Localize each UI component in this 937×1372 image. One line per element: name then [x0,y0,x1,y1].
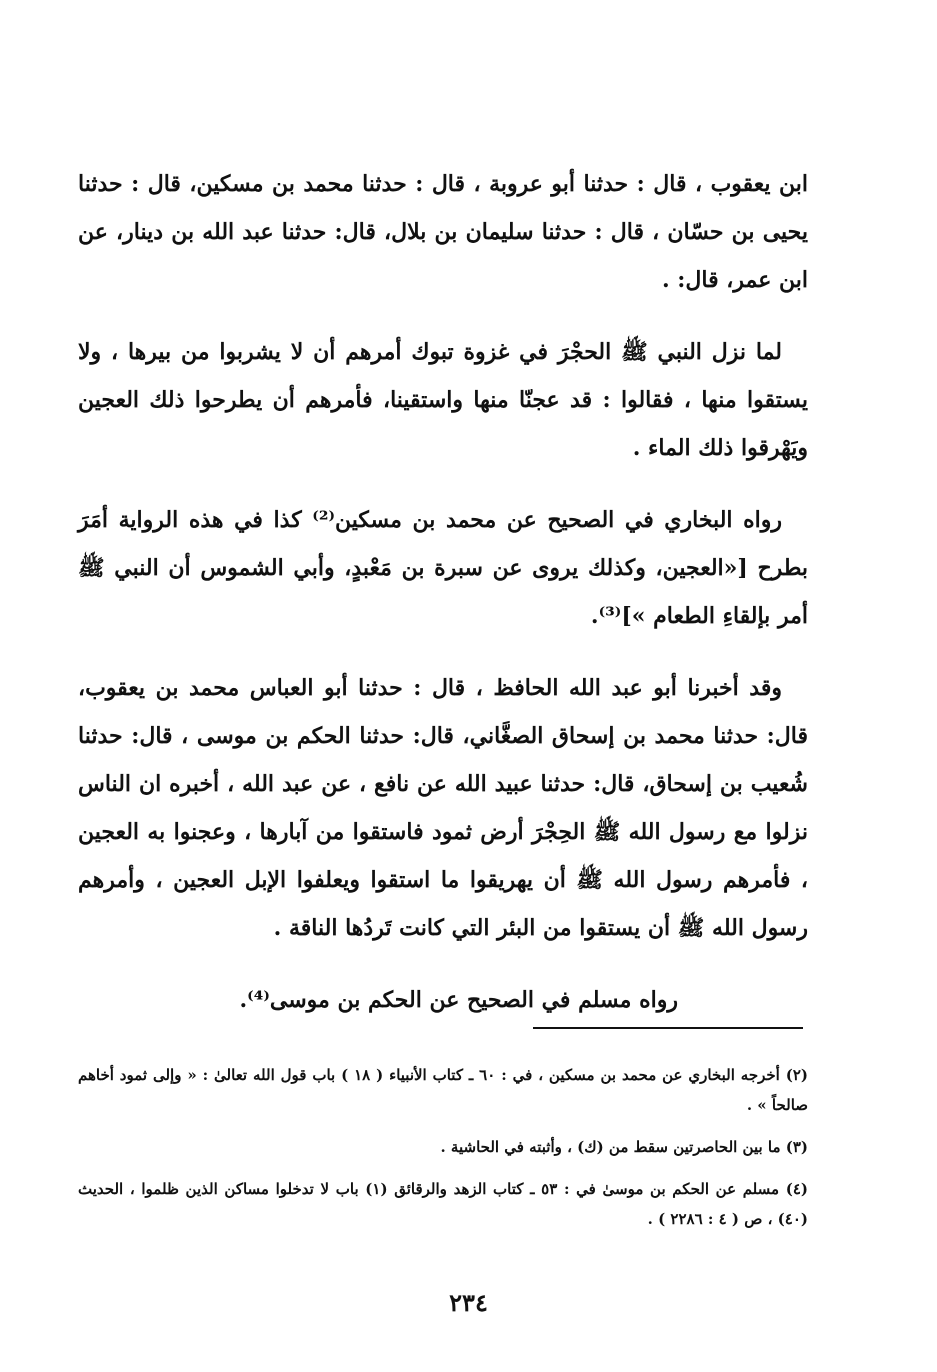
main-text [78,160,808,1048]
paragraph-muslim-note: رواه مسلم في الصحيح عن الحكم بن موسى⁽⁴⁾. [239,987,678,1013]
footnote-3: (٣) ما بين الحاصرتين سقط من (ك) ، وأثبته في الحاشية . [440,1138,808,1156]
footnote-divider [533,1027,803,1029]
footnote-4: (٤) مسلم عن الحكم بن موسىٰ في : ٥٣ ـ كتاب الزهد والرقائق (١) باب لا تدخلوا مساكن الذين ظلموا ، الحديث (٤٠) ، ص ( ٤ : ٢٢٨٦ ) . [78,1180,809,1228]
footnotes [78,1060,808,1246]
page-number: ٢٣٤ [449,1288,488,1317]
paragraph-bukhari-note: رواه البخاري في الصحيح عن محمد بن مسكين⁽²⁾ كذا في هذه الرواية أمَرَ بطرح [«العجين، وكذلك يروى عن سبرة بن مَعْبدٍ، وأبي الشموس أن النبي ﷺ أمر بإلقاءِ الطعام »]⁽³⁾. [78,507,808,629]
paragraph-hadith: لما نزل النبي ﷺ الحجْرَ في غزوة تبوك أمرهم أن لا يشربوا من بيرها ، ولا يستقوا منها ، فقالوا : قد عجنّا منها واستقينا، فأمرهم أن يطرحوا ذلك العجين ويَهْرقوا ذلك الماء . [78,339,808,461]
footnote-2: (٢) أخرجه البخاري عن محمد بن مسكين ، في : ٦٠ ـ كتاب الأنبياء ( ١٨ ) باب قول الله تعالىٰ : « وإلى ثمود أخاهم صالحاً » . [78,1066,808,1114]
paragraph-isnad: ابن يعقوب ، قال : حدثنا أبو عروبة ، قال : حدثنا محمد بن مسكين، قال : حدثنا يحيى بن حسّان ، قال : حدثنا سليمان بن بلال، قال: حدثنا عبد الله بن دينار، عن ابن عمر، قال: . [78,171,808,293]
paragraph-second-narration: وقد أخبرنا أبو عبد الله الحافظ ، قال : حدثنا أبو العباس محمد بن يعقوب، قال: حدثنا محمد بن إسحاق الصغَّاني، قال: حدثنا الحكم بن موسى ، قال: حدثنا شُعيب بن إسحاق، قال: حدثنا عبيد الله عن نافع ، عن عبد الله ، أخبره ان الناس نزلوا مع رسول الله ﷺ الحِجْرَ أرض ثمود فاستقوا من آبارها ، وعجنوا به العجين ، فأمرهم رسول الله ﷺ أن يهريقوا ما استقوا ويعلفوا الإبل العجين ، وأمرهم رسول الله ﷺ أن يستقوا من البئر التي كانت تَردُها الناقة . [78,675,808,941]
